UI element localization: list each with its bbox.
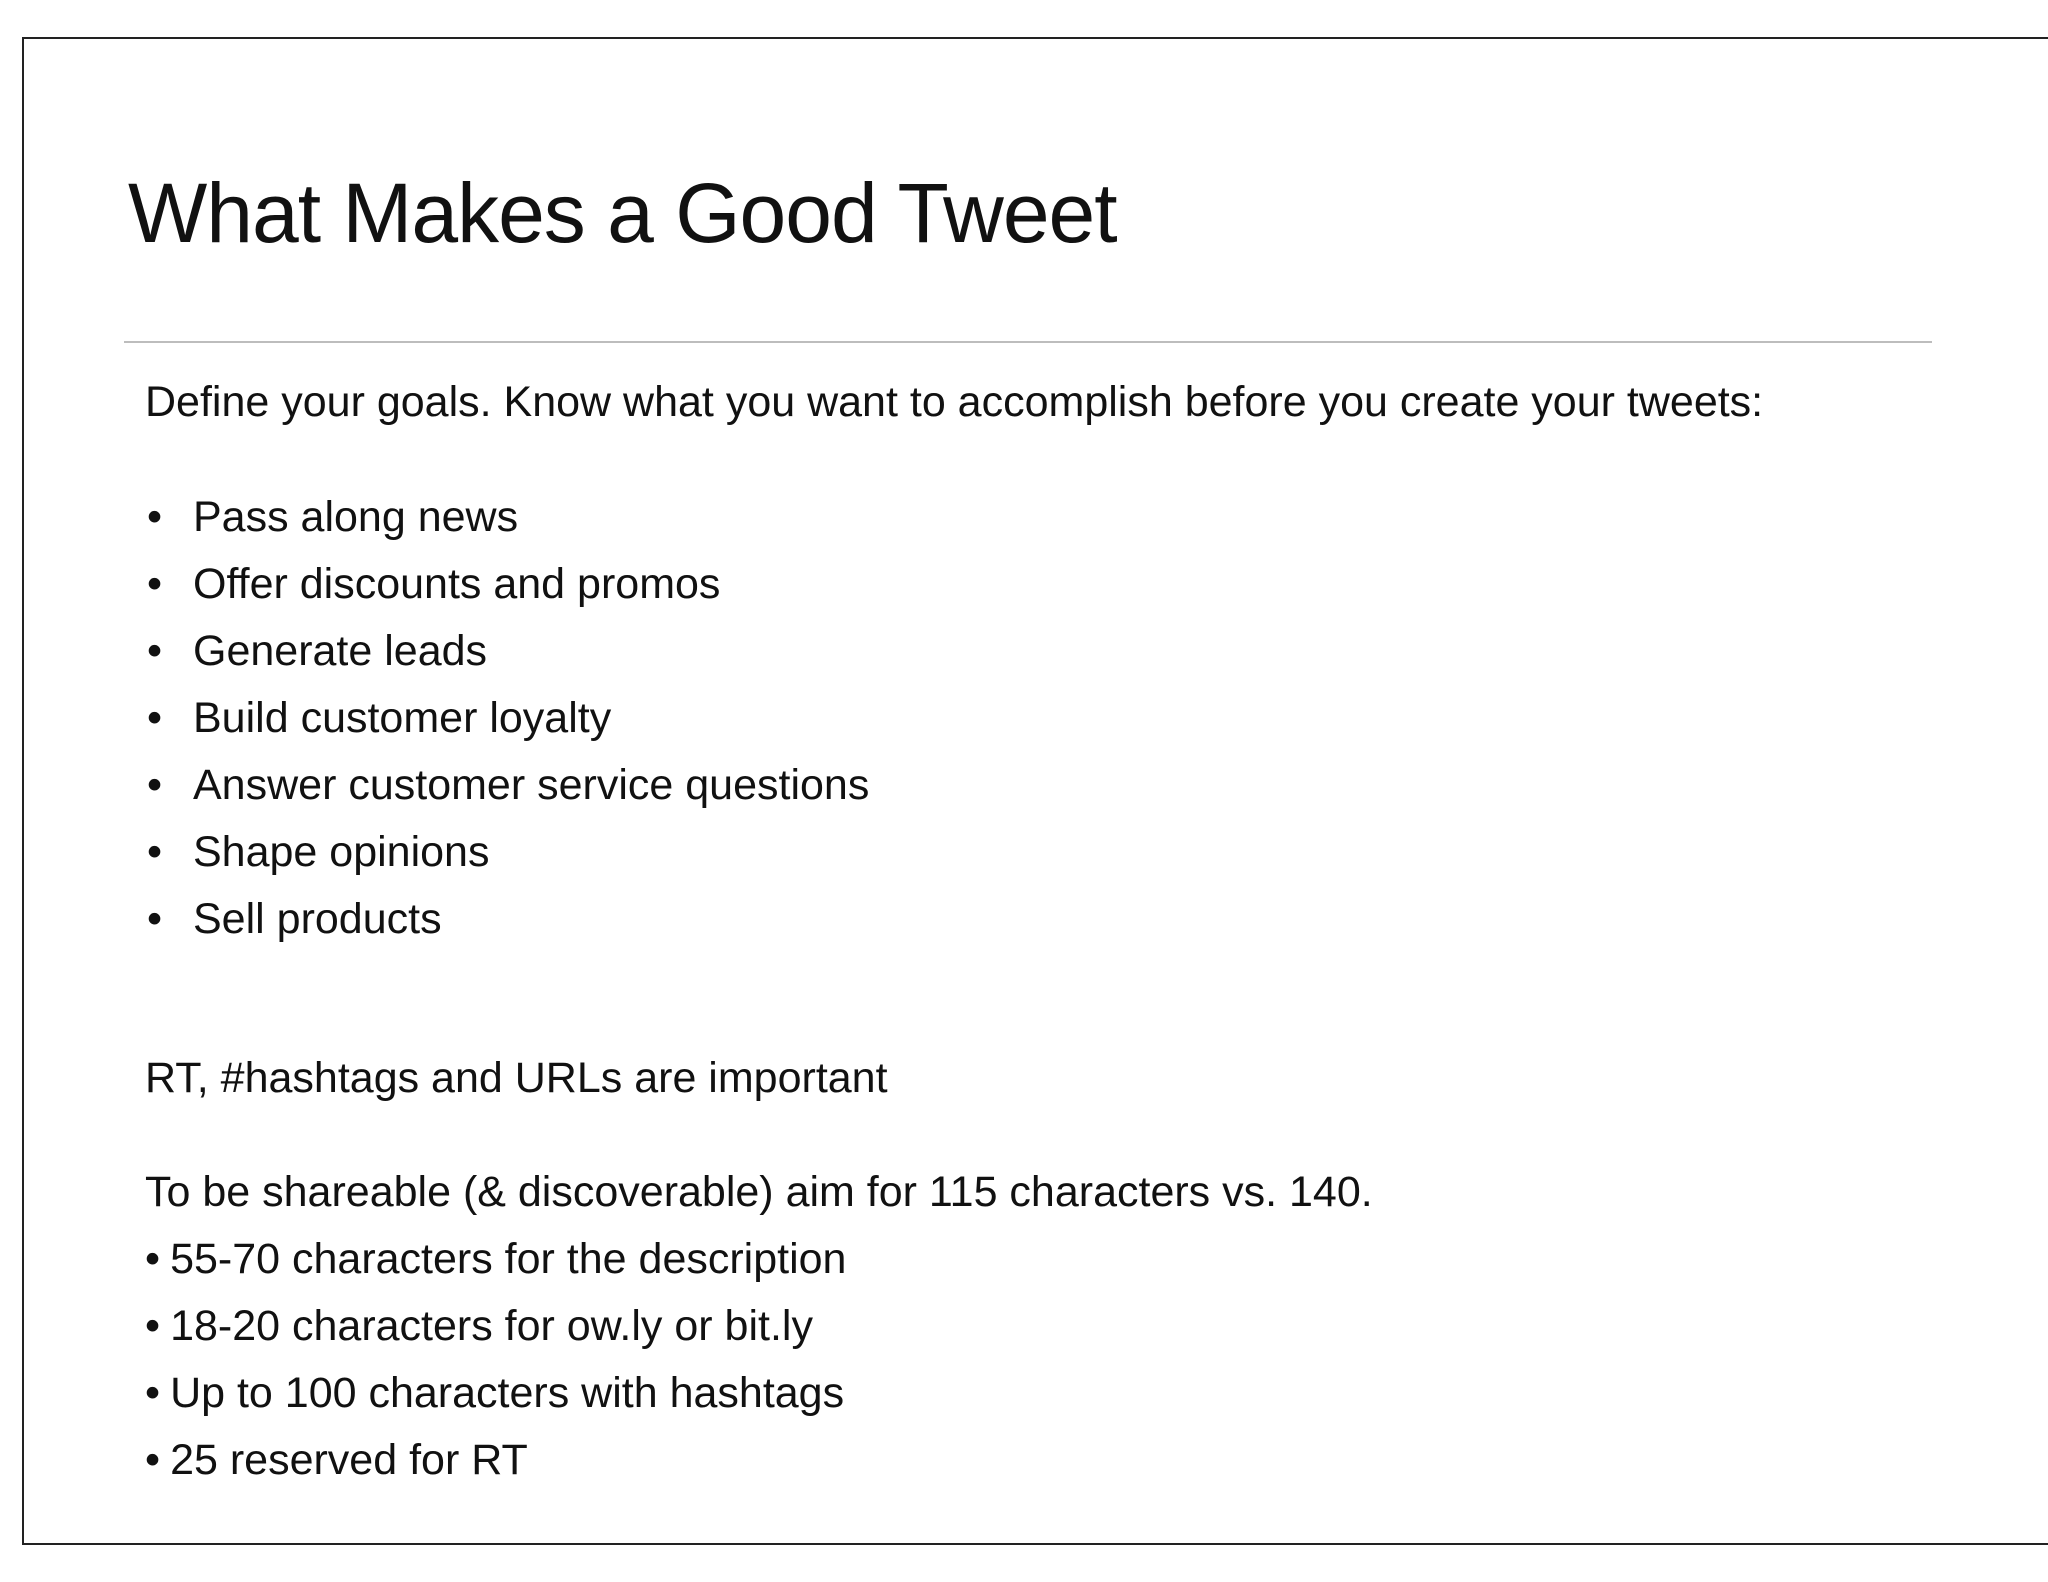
bullet-icon: • xyxy=(147,694,163,742)
goal-text: Shape opinions xyxy=(193,828,490,876)
list-item xyxy=(145,1360,846,1427)
slide-frame xyxy=(22,37,2048,1545)
bullet-icon: • xyxy=(147,761,163,809)
list-item xyxy=(145,752,869,819)
bullet-icon: • xyxy=(145,1302,161,1350)
breakdown-text: 18-20 characters for ow.ly or bit.ly xyxy=(170,1302,813,1350)
goal-text: Pass along news xyxy=(193,493,519,541)
slide-title: What Makes a Good Tweet xyxy=(128,166,1117,260)
list-item xyxy=(145,1293,846,1360)
bullet-icon: • xyxy=(147,493,163,541)
list-item xyxy=(145,551,869,618)
intro-text: Define your goals. Know what you want to accomplish before you create your tweets: xyxy=(145,378,1764,426)
list-item xyxy=(145,1226,846,1293)
bullet-icon: • xyxy=(145,1436,161,1484)
character-breakdown-list xyxy=(145,1226,846,1494)
goal-text: Build customer loyalty xyxy=(193,694,612,742)
title-divider xyxy=(124,341,1932,343)
bullet-icon: • xyxy=(147,560,163,608)
goal-text: Sell products xyxy=(193,895,442,943)
breakdown-text: Up to 100 characters with hashtags xyxy=(170,1369,845,1417)
goal-text: Answer customer service questions xyxy=(193,761,870,809)
rt-note: RT, #hashtags and URLs are important xyxy=(145,1054,888,1102)
list-item xyxy=(145,819,869,886)
bullet-icon: • xyxy=(147,627,163,675)
bullet-icon: • xyxy=(147,895,163,943)
list-item xyxy=(145,484,869,551)
goal-text: Offer discounts and promos xyxy=(193,560,721,608)
goal-text: Generate leads xyxy=(193,627,488,675)
breakdown-text: 25 reserved for RT xyxy=(170,1436,528,1484)
list-item xyxy=(145,1427,846,1494)
bullet-icon: • xyxy=(145,1235,161,1283)
bullet-icon: • xyxy=(147,828,163,876)
goals-list xyxy=(145,484,869,953)
list-item xyxy=(145,618,869,685)
bullet-icon: • xyxy=(145,1369,161,1417)
breakdown-text: 55-70 characters for the description xyxy=(170,1235,847,1283)
list-item xyxy=(145,886,869,953)
shareable-note: To be shareable (& discoverable) aim for 115 characters vs. 140. xyxy=(145,1168,1373,1216)
list-item xyxy=(145,685,869,752)
